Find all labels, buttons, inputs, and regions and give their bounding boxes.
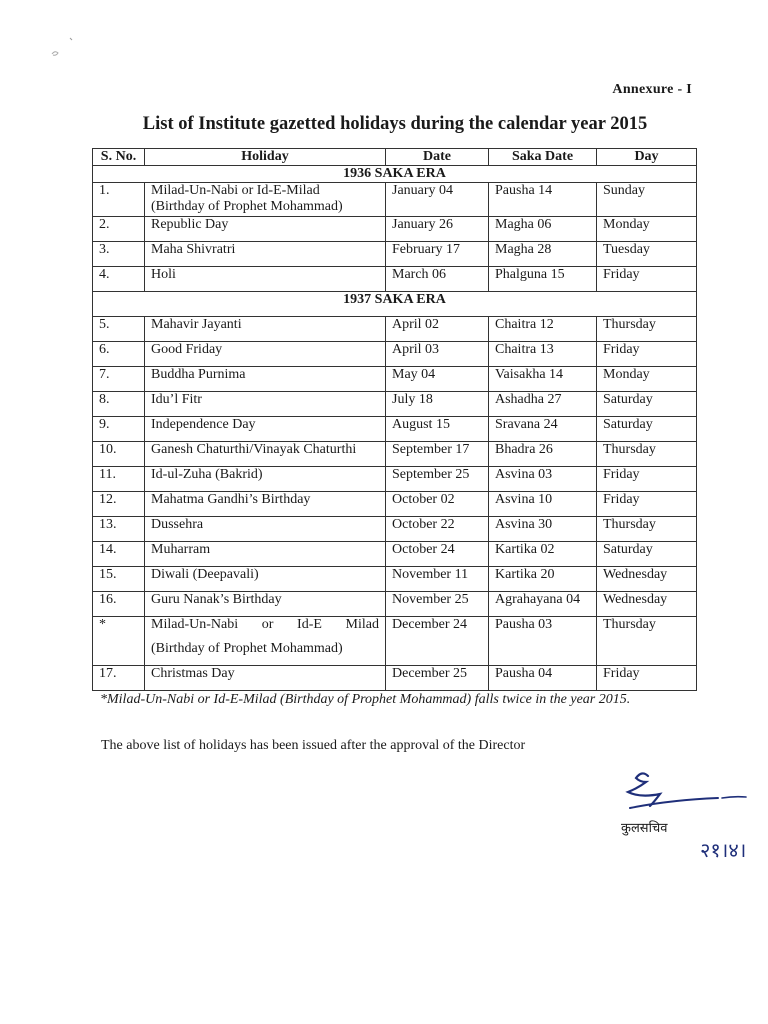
cell-day: Wednesday	[597, 592, 697, 617]
cell-holiday: Diwali (Deepavali)	[145, 567, 386, 592]
cell-holiday	[145, 617, 386, 666]
cell-date: August 15	[386, 417, 489, 442]
cell-saka-date: Ashadha 27	[489, 392, 597, 417]
cell-sno: 1.	[93, 183, 145, 217]
cell-day: Saturday	[597, 417, 697, 442]
header-day: Day	[597, 149, 697, 166]
cell-sno: *	[93, 617, 145, 666]
cell-saka-date: Pausha 14	[489, 183, 597, 217]
cell-sno: 4.	[93, 267, 145, 292]
cell-day: Sunday	[597, 183, 697, 217]
cell-date: October 24	[386, 542, 489, 567]
cell-day: Friday	[597, 666, 697, 691]
cell-holiday: Guru Nanak’s Birthday	[145, 592, 386, 617]
cell-date: March 06	[386, 267, 489, 292]
cell-holiday: Ganesh Chaturthi/Vinayak Chaturthi	[145, 442, 386, 467]
cell-saka-date: Sravana 24	[489, 417, 597, 442]
cell-date: February 17	[386, 242, 489, 267]
cell-saka-date: Asvina 10	[489, 492, 597, 517]
cell-holiday: Mahatma Gandhi’s Birthday	[145, 492, 386, 517]
header-saka-date: Saka Date	[489, 149, 597, 166]
header-holiday: Holiday	[145, 149, 386, 166]
cell-saka-date: Kartika 02	[489, 542, 597, 567]
cell-saka-date: Pausha 04	[489, 666, 597, 691]
cell-day: Friday	[597, 267, 697, 292]
cell-holiday: Mahavir Jayanti	[145, 317, 386, 342]
cell-date: April 02	[386, 317, 489, 342]
cell-holiday: Holi	[145, 267, 386, 292]
table-row	[93, 317, 697, 342]
cell-holiday: Republic Day	[145, 217, 386, 242]
cell-sno: 6.	[93, 342, 145, 367]
cell-date: November 25	[386, 592, 489, 617]
cell-date: January 04	[386, 183, 489, 217]
table-row	[93, 342, 697, 367]
holiday-name: Milad-Un-Nabi or Id-E Milad	[151, 617, 379, 632]
footnote: *Milad-Un-Nabi or Id-E-Milad (Birthday of Prophet Mohammad) falls twice in the year 2015.	[100, 692, 631, 707]
approval-text: The above list of holidays has been issued after the approval of the Director	[101, 738, 526, 753]
cell-date: December 25	[386, 666, 489, 691]
cell-day: Wednesday	[597, 567, 697, 592]
table-row	[93, 617, 697, 666]
cell-sno: 12.	[93, 492, 145, 517]
scan-mark	[48, 36, 78, 60]
holiday-name: Milad-Un-Nabi or Id-E-Milad	[151, 183, 320, 198]
cell-saka-date: Agrahayana 04	[489, 592, 597, 617]
cell-day: Thursday	[597, 317, 697, 342]
cell-holiday: Good Friday	[145, 342, 386, 367]
cell-day: Thursday	[597, 617, 697, 666]
cell-sno: 13.	[93, 517, 145, 542]
cell-date: November 11	[386, 567, 489, 592]
table-row	[93, 183, 697, 217]
cell-saka-date: Asvina 03	[489, 467, 597, 492]
cell-sno: 9.	[93, 417, 145, 442]
cell-day: Friday	[597, 342, 697, 367]
cell-holiday: Dussehra	[145, 517, 386, 542]
signature-caption: कुलसचिव	[621, 821, 668, 836]
table-row	[93, 492, 697, 517]
cell-date: May 04	[386, 367, 489, 392]
cell-saka-date: Chaitra 12	[489, 317, 597, 342]
cell-sno: 10.	[93, 442, 145, 467]
cell-date: October 22	[386, 517, 489, 542]
cell-date: April 03	[386, 342, 489, 367]
cell-saka-date: Kartika 20	[489, 567, 597, 592]
cell-holiday: Id-ul-Zuha (Bakrid)	[145, 467, 386, 492]
cell-holiday: Muharram	[145, 542, 386, 567]
cell-day: Friday	[597, 467, 697, 492]
cell-holiday: Buddha Purnima	[145, 367, 386, 392]
header-sno: S. No.	[93, 149, 145, 166]
cell-saka-date: Phalguna 15	[489, 267, 597, 292]
cell-saka-date: Bhadra 26	[489, 442, 597, 467]
cell-date: January 26	[386, 217, 489, 242]
table-row	[93, 242, 697, 267]
holiday-table	[92, 148, 697, 691]
table-row	[93, 666, 697, 691]
cell-holiday: Independence Day	[145, 417, 386, 442]
cell-sno: 11.	[93, 467, 145, 492]
cell-sno: 5.	[93, 317, 145, 342]
cell-holiday: Idu’l Fitr	[145, 392, 386, 417]
cell-sno: 3.	[93, 242, 145, 267]
cell-date: September 17	[386, 442, 489, 467]
cell-sno: 15.	[93, 567, 145, 592]
holiday-name-line2: (Birthday of Prophet Mohammad)	[151, 199, 343, 214]
cell-day: Monday	[597, 367, 697, 392]
cell-day: Tuesday	[597, 242, 697, 267]
table-row	[93, 367, 697, 392]
holiday-name-line2: (Birthday of Prophet Mohammad)	[151, 641, 343, 656]
cell-day: Saturday	[597, 392, 697, 417]
annexure-label: Annexure - I	[612, 82, 692, 97]
table-row	[93, 417, 697, 442]
table-row	[93, 567, 697, 592]
cell-sno: 14.	[93, 542, 145, 567]
cell-date: July 18	[386, 392, 489, 417]
cell-sno: 8.	[93, 392, 145, 417]
table-row	[93, 267, 697, 292]
table-row	[93, 542, 697, 567]
cell-day: Thursday	[597, 517, 697, 542]
era-label: 1937 SAKA ERA	[93, 292, 697, 317]
table-row	[93, 467, 697, 492]
cell-sno: 7.	[93, 367, 145, 392]
era-row-1936	[93, 166, 697, 183]
cell-day: Monday	[597, 217, 697, 242]
cell-saka-date: Magha 28	[489, 242, 597, 267]
cell-sno: 2.	[93, 217, 145, 242]
cell-sno: 17.	[93, 666, 145, 691]
era-row-1937	[93, 292, 697, 317]
table-row	[93, 217, 697, 242]
signature-date: २१।४।	[700, 838, 747, 862]
table-row	[93, 592, 697, 617]
cell-date: December 24	[386, 617, 489, 666]
cell-saka-date: Asvina 30	[489, 517, 597, 542]
table-header-row	[93, 149, 697, 166]
cell-day: Friday	[597, 492, 697, 517]
cell-saka-date: Vaisakha 14	[489, 367, 597, 392]
page-title: List of Institute gazetted holidays during the calendar year 2015	[142, 114, 648, 134]
cell-day: Thursday	[597, 442, 697, 467]
table-row	[93, 392, 697, 417]
cell-date: October 02	[386, 492, 489, 517]
cell-day: Saturday	[597, 542, 697, 567]
table-row	[93, 517, 697, 542]
cell-date: September 25	[386, 467, 489, 492]
cell-saka-date: Chaitra 13	[489, 342, 597, 367]
cell-holiday: Christmas Day	[145, 666, 386, 691]
header-date: Date	[386, 149, 489, 166]
cell-saka-date: Pausha 03	[489, 617, 597, 666]
era-label: 1936 SAKA ERA	[93, 166, 697, 183]
cell-holiday: Maha Shivratri	[145, 242, 386, 267]
cell-sno: 16.	[93, 592, 145, 617]
table-row	[93, 442, 697, 467]
cell-holiday	[145, 183, 386, 217]
cell-saka-date: Magha 06	[489, 217, 597, 242]
